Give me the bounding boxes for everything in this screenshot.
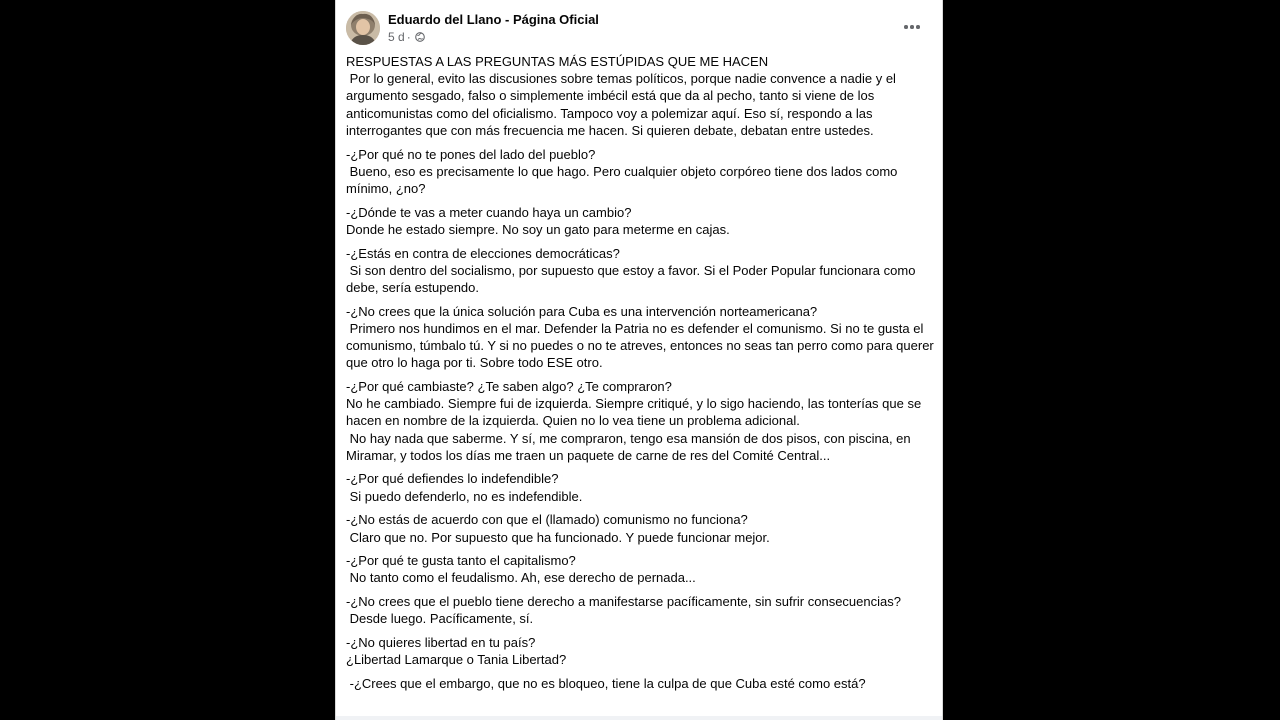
qa-block: [346, 593, 938, 627]
question-line: -¿Por qué defiendes lo indefendible?: [346, 471, 559, 487]
question-line: -¿Crees que el embargo, que no es bloqueo, tiene la culpa de que Cuba esté como está?: [346, 676, 866, 691]
answer-line: Desde luego. Pacíficamente, sí.: [346, 611, 534, 627]
answer-line: debe, sería estupendo.: [346, 279, 479, 295]
question-line: -¿No quieres libertad en tu país?: [346, 635, 536, 651]
qa-block: [346, 552, 938, 586]
post-body: [346, 53, 938, 692]
avatar[interactable]: [346, 11, 380, 45]
answer-line: comunismo, túmbalo tú. Y si no puedes o no te atreves, entonces no seas tan perro como para querer: [346, 338, 934, 354]
answer-line: No he cambiado. Siempre fui de izquierda. Siempre critiqué, y lo sigo haciendo, las tonterías que se: [346, 396, 922, 412]
qa-block: [346, 511, 938, 545]
question-line: -¿Por qué te gusta tanto el capitalismo?: [346, 553, 576, 569]
answer-line: Si son dentro del socialismo, por supuesto que estoy a favor. Si el Poder Popular funcionara como: [346, 262, 916, 278]
answer-line: Miramar, y todos los días me traen un paquete de carne de res del Comité Central...: [346, 447, 831, 463]
more-dot-icon: [904, 25, 908, 29]
more-options-button[interactable]: [898, 15, 926, 39]
globe-icon: [415, 32, 425, 42]
post-time[interactable]: 5 d: [388, 30, 405, 44]
more-dot-icon: [910, 25, 914, 29]
intro-line: Por lo general, evito las discusiones sobre temas políticos, porque nadie convence a nadie y el: [346, 71, 896, 87]
answer-line: que otro lo haga por ti. Sobre todo ESE otro.: [346, 355, 603, 371]
question-line: -¿Por qué no te pones del lado del pueblo?: [346, 146, 596, 162]
question-line: -¿No crees que el pueblo tiene derecho a manifestarse pacíficamente, sin sufrir consecuencias?: [346, 594, 901, 610]
intro-line: anticomunistas como del oficialismo. Tampoco voy a polemizar aquí. Eso sí, respondo a las: [346, 105, 873, 121]
answer-line: ¿Libertad Lamarque o Tania Libertad?: [346, 652, 567, 668]
answer-line: Primero nos hundimos en el mar. Defender la Patria no es defender el comunismo. Si no te gusta el: [346, 320, 924, 336]
card-bottom-edge: [336, 716, 942, 720]
more-dot-icon: [916, 25, 920, 29]
answer-line: mínimo, ¿no?: [346, 180, 426, 196]
post-header: [346, 11, 936, 47]
answer-line: Bueno, eso es precisamente lo que hago. Pero cualquier objeto corpóreo tiene dos lados como: [346, 163, 898, 179]
qa-list: [346, 139, 938, 692]
question-line: -¿Por qué cambiaste? ¿Te saben algo? ¿Te compraron?: [346, 378, 672, 394]
qa-block: [346, 204, 938, 238]
facebook-post: [335, 0, 943, 720]
intro-line: interrogantes que con más frecuencia me hacen. Si quieren debate, debatan entre ustedes.: [346, 122, 874, 138]
qa-block: [346, 634, 938, 668]
qa-block: [346, 146, 938, 198]
answer-line: Donde he estado siempre. No soy un gato para meterme en cajas.: [346, 221, 730, 237]
post-intro: [346, 70, 938, 139]
qa-block: [346, 675, 938, 692]
answer-line: hacen en nombre de la izquierda. Quien no lo vea tiene un problema adicional.: [346, 413, 800, 429]
author-name[interactable]: Eduardo del Llano - Página Oficial: [388, 12, 599, 27]
question-line: -¿Estás en contra de elecciones democráticas?: [346, 245, 620, 261]
question-line: -¿No estás de acuerdo con que el (llamado) comunismo no funciona?: [346, 512, 748, 528]
post-title: RESPUESTAS A LAS PREGUNTAS MÁS ESTÚPIDAS QUE ME HACEN: [346, 54, 769, 69]
answer-line: Claro que no. Por supuesto que ha funcionado. Y puede funcionar mejor.: [346, 529, 770, 545]
question-line: -¿Dónde te vas a meter cuando haya un cambio?: [346, 204, 632, 220]
avatar-photo: [346, 11, 380, 45]
question-line: -¿No crees que la única solución para Cuba es una intervención norteamericana?: [346, 303, 818, 319]
answer-line: Si puedo defenderlo, no es indefendible.: [346, 488, 583, 504]
qa-block: [346, 378, 938, 464]
separator-dot: ·: [406, 30, 411, 44]
qa-block: [346, 470, 938, 504]
post-meta: [388, 30, 425, 44]
qa-block: [346, 245, 938, 297]
qa-block: [346, 303, 938, 372]
answer-line: No tanto como el feudalismo. Ah, ese derecho de pernada...: [346, 570, 696, 586]
intro-line: argumento sesgado, falso o simplemente imbécil está que da al pecho, tanto si viene de los: [346, 88, 875, 104]
answer-line: No hay nada que saberme. Y sí, me compraron, tengo esa mansión de dos pisos, con piscina, en: [346, 430, 911, 446]
